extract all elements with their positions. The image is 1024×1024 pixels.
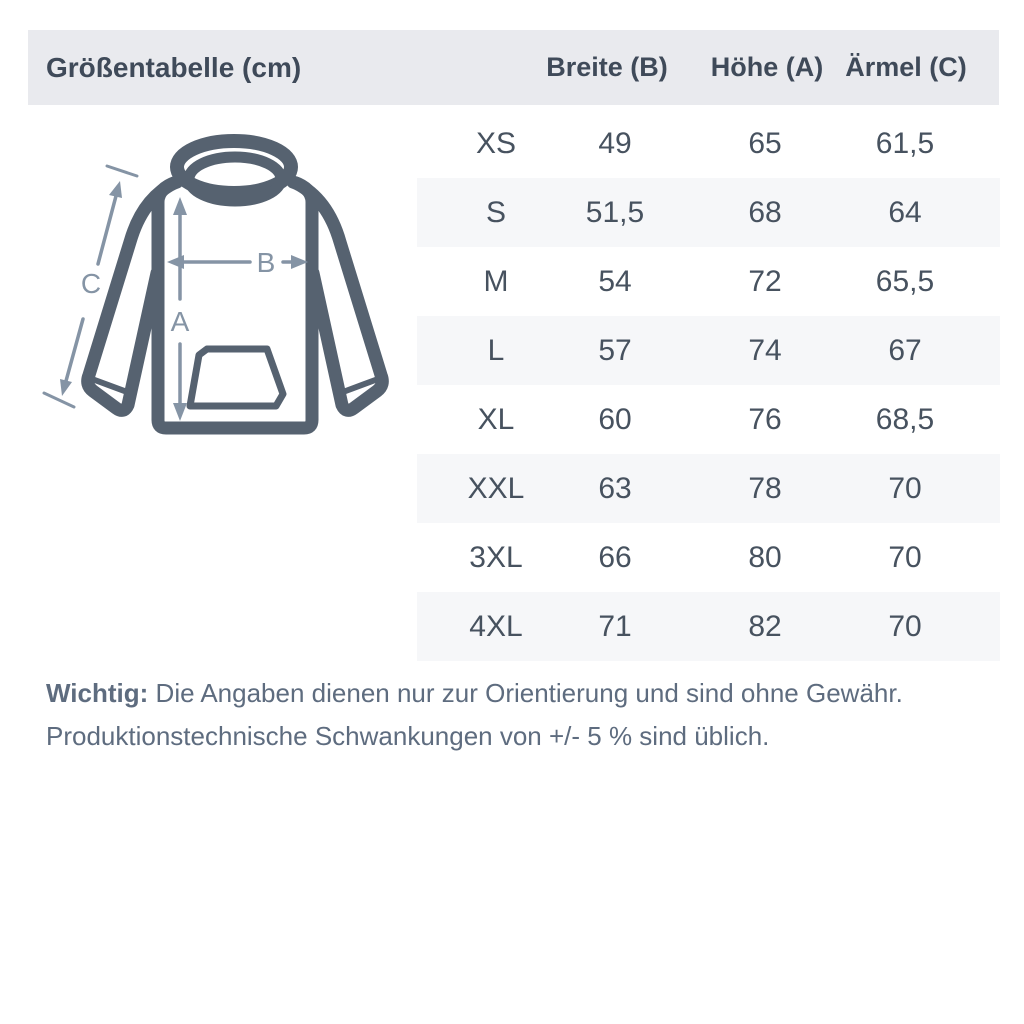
cell-breite: 66 [598, 540, 632, 574]
disclaimer-bold-prefix: Wichtig: [46, 678, 149, 708]
cell-aermel: 68,5 [875, 402, 935, 436]
arrowhead-c-up [109, 181, 122, 198]
cell-size: M [483, 264, 509, 298]
cell-aermel: 67 [888, 333, 922, 367]
arrowhead-a-down [173, 403, 187, 421]
cell-size: XL [477, 402, 515, 436]
cell-hoehe: 82 [748, 609, 782, 643]
cell-breite: 54 [598, 264, 632, 298]
disclaimer-line-2: Produktionstechnische Schwankungen von +/- 5 % sind üblich. [46, 721, 770, 751]
cell-hoehe: 76 [748, 402, 782, 436]
arrow-c-upper [98, 196, 116, 264]
measurement-label-a: A [170, 306, 190, 337]
page-title: Größentabelle (cm) [46, 52, 302, 83]
cell-breite: 49 [598, 126, 632, 160]
cell-breite: 71 [598, 609, 632, 643]
disclaimer-line-1 [46, 672, 986, 715]
cell-size: XXL [467, 471, 525, 505]
table-row [417, 109, 1000, 178]
table-row [417, 454, 1000, 523]
hoodie-pocket [190, 349, 283, 406]
cell-breite: 51,5 [585, 195, 645, 229]
cell-aermel: 61,5 [875, 126, 935, 160]
cell-hoehe: 65 [748, 126, 782, 160]
table-row [417, 385, 1000, 454]
tick-c-bottom [44, 393, 74, 407]
cell-size: 3XL [469, 540, 523, 574]
cell-aermel: 70 [888, 471, 922, 505]
cell-size: S [485, 195, 506, 229]
arrowhead-b-left [167, 255, 184, 269]
cell-aermel: 70 [888, 540, 922, 574]
table-row [417, 178, 1000, 247]
disclaimer-line-1-text: Die Angaben dienen nur zur Orientierung und sind ohne Gewähr. [148, 678, 903, 708]
column-header-hoehe: Höhe (A) [710, 52, 824, 82]
hoodie-illustration [0, 0, 470, 450]
cell-size: XS [475, 126, 517, 160]
arrow-c-lower [66, 319, 83, 381]
table-row [417, 316, 1000, 385]
cell-size: 4XL [469, 609, 523, 643]
column-header-breite: Breite (B) [546, 52, 668, 82]
column-header-aermel: Ärmel (C) [845, 52, 967, 82]
measurement-label-b: B [256, 247, 276, 278]
cell-hoehe: 74 [748, 333, 782, 367]
tick-c-top [107, 166, 137, 176]
arrowhead-c-down [60, 379, 72, 396]
arrowhead-b-right [291, 255, 308, 269]
cell-breite: 57 [598, 333, 632, 367]
disclaimer [46, 672, 986, 758]
cell-aermel: 70 [888, 609, 922, 643]
cell-hoehe: 80 [748, 540, 782, 574]
table-row [417, 523, 1000, 592]
table-row [417, 247, 1000, 316]
cell-size: L [487, 333, 505, 367]
cell-hoehe: 72 [748, 264, 782, 298]
table-row [417, 592, 1000, 661]
cell-aermel: 65,5 [875, 264, 935, 298]
cell-hoehe: 68 [748, 195, 782, 229]
cell-aermel: 64 [888, 195, 922, 229]
cell-breite: 63 [598, 471, 632, 505]
measurement-label-c: C [80, 268, 102, 299]
size-table [417, 109, 1000, 661]
cell-hoehe: 78 [748, 471, 782, 505]
arrowhead-a-up [173, 197, 187, 215]
cell-breite: 60 [598, 402, 632, 436]
